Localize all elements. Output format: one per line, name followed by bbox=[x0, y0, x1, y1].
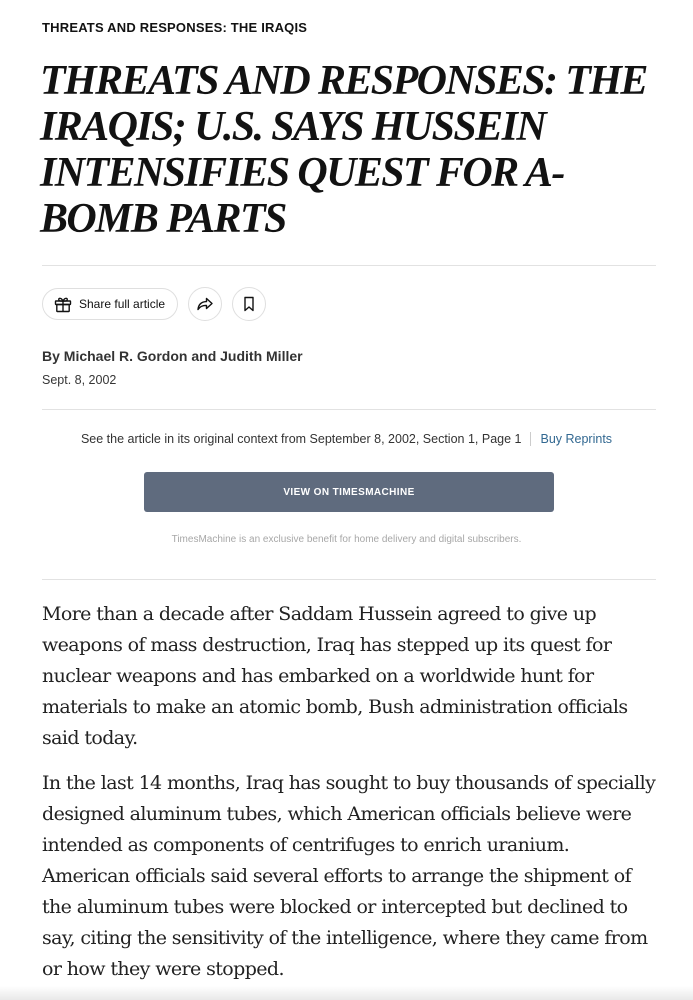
byline: By Michael R. Gordon and Judith Miller bbox=[42, 348, 303, 364]
publish-date: Sept. 8, 2002 bbox=[42, 373, 117, 387]
share-arrow-icon bbox=[195, 294, 215, 314]
share-full-article-button[interactable] bbox=[42, 288, 178, 320]
article-paragraph: More than a decade after Saddam Hussein agreed to give up weapons of mass destruction, Iraq has stepped up its quest for nuclear weapons and has embarked on a worldwide hunt for materials to make an atomic bomb, Bush administration officials said today. bbox=[42, 603, 628, 749]
divider bbox=[42, 265, 656, 266]
share-button[interactable] bbox=[188, 287, 222, 321]
save-button[interactable] bbox=[232, 287, 266, 321]
timesmachine-note: TimesMachine is an exclusive benefit for home delivery and digital subscribers. bbox=[171, 534, 522, 545]
scroll-fade bbox=[0, 986, 693, 1000]
article-headline: THREATS AND RESPONSES: THE IRAQIS; U.S. SAYS HUSSEIN INTENSIFIES QUEST FOR A-BOMB PARTS bbox=[40, 58, 647, 242]
buy-reprints-link[interactable]: Buy Reprints bbox=[540, 432, 613, 446]
article-kicker[interactable]: THREATS AND RESPONSES: THE IRAQIS bbox=[42, 20, 308, 35]
share-full-article-label: Share full article bbox=[79, 297, 166, 311]
article-paragraph: In the last 14 months, Iraq has sought to buy thousands of specially designed aluminum tubes, which American officials believe were intended as components of centrifuges to enrich uranium. American officials said several efforts to arrange the shipment of the aluminum tubes were blocked or intercepted but declined to say, citing the sensitivity of the intelligence, where they came from or how they were stopped. bbox=[42, 772, 656, 980]
divider bbox=[42, 409, 656, 410]
gift-icon bbox=[53, 294, 73, 314]
archive-context-text: See the article in its original context from September 8, 2002, Section 1, Page 1 bbox=[80, 432, 522, 446]
bookmark-icon bbox=[239, 294, 259, 314]
view-on-timesmachine-button[interactable]: VIEW ON TIMESMACHINE bbox=[144, 472, 554, 512]
share-toolbar bbox=[42, 286, 266, 322]
archive-context bbox=[0, 432, 693, 446]
divider bbox=[42, 579, 656, 580]
separator bbox=[530, 432, 531, 446]
